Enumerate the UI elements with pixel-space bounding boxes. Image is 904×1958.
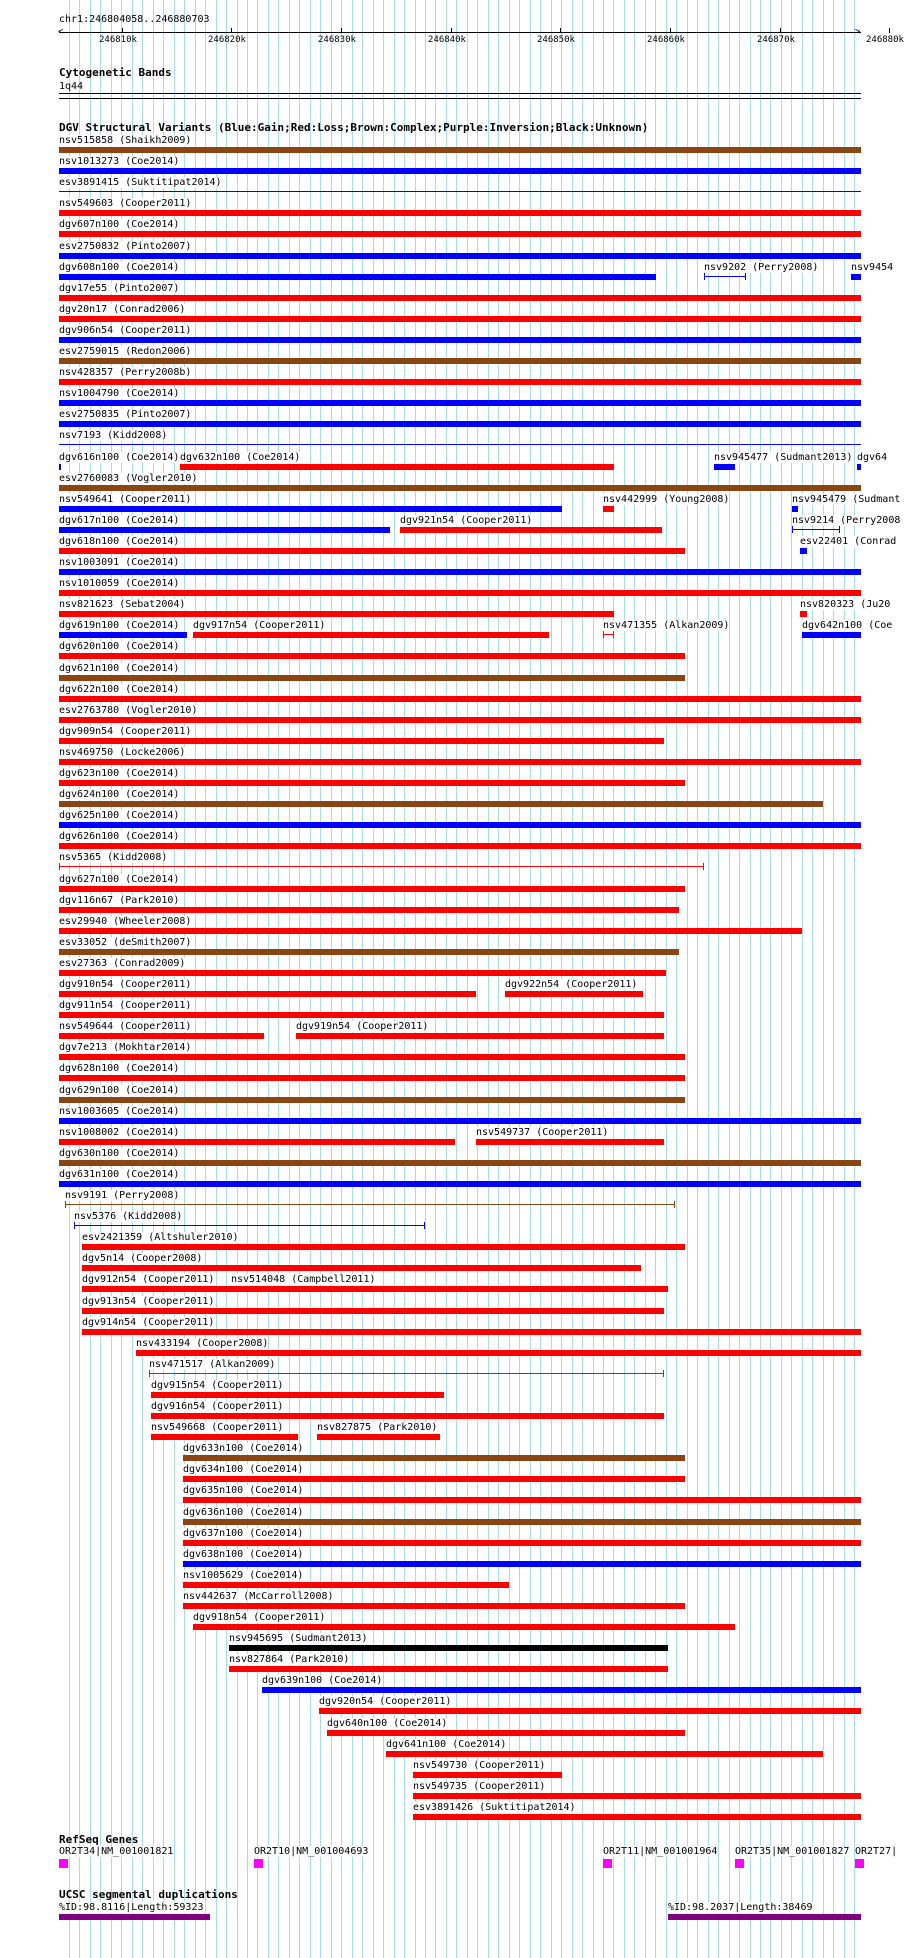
grid-line xyxy=(383,0,384,1958)
variant-label: nsv514048 (Campbell2011) xyxy=(231,1274,376,1285)
grid-line xyxy=(362,0,363,1958)
cytoband-bar-lower xyxy=(59,98,861,99)
variant-label: nsv515858 (Shaikh2009) xyxy=(59,135,192,146)
variant-label: nsv5376 (Kidd2008) xyxy=(74,1211,183,1222)
grid-line xyxy=(404,0,405,1958)
variant-bar xyxy=(59,991,476,997)
variant-bar xyxy=(59,464,61,470)
variant-bar xyxy=(183,1540,861,1546)
grid-line xyxy=(770,0,771,1958)
variant-bar xyxy=(59,1012,664,1018)
grid-line xyxy=(781,0,782,1958)
variant-bar xyxy=(183,1455,685,1461)
variant-bar xyxy=(183,1582,509,1588)
variant-bar xyxy=(59,1139,455,1145)
variant-bar xyxy=(59,970,666,976)
variant-label: nsv1008002 (Coe2014) xyxy=(59,1127,180,1138)
ruler-tick xyxy=(889,28,890,33)
variant-label: esv2763780 (Vogler2010) xyxy=(59,705,198,716)
variant-bar-cap xyxy=(674,1201,675,1208)
variant-label: dgv917n54 (Cooper2011) xyxy=(193,620,326,631)
ruler-tick xyxy=(780,28,781,33)
variant-label: dgv622n100 (Coe2014) xyxy=(59,684,180,695)
grid-line xyxy=(854,0,855,1958)
variant-label: dgv914n54 (Cooper2011) xyxy=(82,1317,215,1328)
variant-bar xyxy=(413,1814,861,1820)
variant-label: nsv9454 xyxy=(851,262,894,273)
variant-bar xyxy=(851,274,861,280)
segdup-label: %ID:98.2037|Length:38469 xyxy=(668,1902,813,1913)
variant-label: dgv7e213 (Mokhtar2014) xyxy=(59,1042,192,1053)
dgv-track-title: DGV Structural Variants (Blue:Gain;Red:Loss;Brown:Complex;Purple:Inversion;Black:Unknown) xyxy=(59,121,649,134)
variant-label: nsv9214 (Perry2008 xyxy=(792,515,901,526)
variant-bar-cap xyxy=(839,526,840,533)
variant-bar-cap xyxy=(613,631,614,638)
variant-label: dgv633n100 (Coe2014) xyxy=(183,1443,304,1454)
variant-bar-cap xyxy=(149,1370,150,1377)
variant-bar xyxy=(59,949,679,955)
variant-label: nsv1005629 (Coe2014) xyxy=(183,1570,304,1581)
variant-label: nsv945695 (Sudmant2013) xyxy=(229,1633,368,1644)
variant-label: esv2750835 (Pinto2007) xyxy=(59,409,192,420)
ruler-tick-label: 246880k xyxy=(866,35,904,45)
grid-line xyxy=(456,0,457,1958)
grid-line xyxy=(645,0,646,1958)
variant-label: dgv921n54 (Cooper2011) xyxy=(400,515,533,526)
variant-label: nsv820323 (Ju20 xyxy=(800,599,891,610)
variant-label: esv33052 (deSmith2007) xyxy=(59,937,192,948)
ruler-tick-label: 246820k xyxy=(208,35,246,45)
grid-line xyxy=(791,0,792,1958)
variant-bar xyxy=(59,1160,861,1166)
variant-label: dgv116n67 (Park2010) xyxy=(59,895,180,906)
variant-bar xyxy=(413,1793,861,1799)
variant-bar xyxy=(59,400,861,406)
variant-label: dgv620n100 (Coe2014) xyxy=(59,641,180,652)
variant-bar xyxy=(59,421,861,427)
variant-bar xyxy=(82,1265,641,1271)
variant-label: nsv433194 (Cooper2008) xyxy=(136,1338,269,1349)
gene-label: OR2T10|NM_001004693 xyxy=(254,1846,369,1857)
variant-bar xyxy=(59,191,861,192)
grid-line xyxy=(477,0,478,1958)
grid-line xyxy=(676,0,677,1958)
variant-label: dgv625n100 (Coe2014) xyxy=(59,810,180,821)
variant-bar xyxy=(180,464,614,470)
variant-bar xyxy=(193,1624,735,1630)
variant-label: nsv9202 (Perry2008) xyxy=(704,262,819,273)
variant-bar-cap xyxy=(704,273,705,280)
variant-label: dgv638n100 (Coe2014) xyxy=(183,1549,304,1560)
variant-label: dgv64 xyxy=(857,452,888,463)
variant-bar xyxy=(59,1075,685,1081)
grid-line xyxy=(352,0,353,1958)
gene-label: OR2T27| xyxy=(855,1846,898,1857)
variant-bar xyxy=(296,1033,664,1039)
variant-bar xyxy=(59,780,685,786)
ruler-tick xyxy=(670,28,671,33)
variant-label: dgv920n54 (Cooper2011) xyxy=(319,1696,452,1707)
grid-line xyxy=(708,0,709,1958)
variant-bar xyxy=(857,464,861,470)
variant-bar xyxy=(82,1329,861,1335)
variant-bar xyxy=(229,1645,668,1651)
variant-bar xyxy=(262,1687,861,1693)
grid-line xyxy=(729,0,730,1958)
grid-line xyxy=(488,0,489,1958)
variant-label: dgv632n100 (Coe2014) xyxy=(180,452,301,463)
variant-label: esv2760083 (Vogler2010) xyxy=(59,473,198,484)
variant-bar xyxy=(59,485,861,491)
cytoband-title: Cytogenetic Bands xyxy=(59,66,172,79)
variant-bar xyxy=(59,1118,861,1124)
ruler-left-arrow-icon: < xyxy=(58,27,64,37)
variant-label: dgv17e55 (Pinto2007) xyxy=(59,283,180,294)
variant-bar xyxy=(800,611,807,617)
variant-bar xyxy=(792,529,840,530)
variant-bar xyxy=(151,1434,298,1440)
variant-label: nsv549668 (Cooper2011) xyxy=(151,1422,284,1433)
variant-label: dgv626n100 (Coe2014) xyxy=(59,831,180,842)
variant-label: dgv628n100 (Coe2014) xyxy=(59,1063,180,1074)
variant-label: esv29940 (Wheeler2008) xyxy=(59,916,192,927)
variant-label: dgv616n100 (Coe2014) xyxy=(59,452,180,463)
variant-bar xyxy=(74,1225,425,1226)
variant-bar-cap xyxy=(74,1222,75,1229)
position-label: chr1:246804058..246880703 xyxy=(59,14,210,25)
variant-bar-cap xyxy=(792,526,793,533)
grid-line xyxy=(750,0,751,1958)
variant-bar xyxy=(59,632,187,638)
variant-bar xyxy=(317,1434,440,1440)
variant-bar xyxy=(59,653,685,659)
variant-bar xyxy=(82,1244,685,1250)
variant-bar xyxy=(59,1181,861,1187)
variant-label: dgv618n100 (Coe2014) xyxy=(59,536,180,547)
gene-feature xyxy=(603,1859,612,1868)
variant-bar xyxy=(59,548,685,554)
variant-bar xyxy=(327,1730,685,1736)
variant-label: nsv442637 (McCarroll2008) xyxy=(183,1591,334,1602)
segdup-label: %ID:98.8116|Length:59323 xyxy=(59,1902,204,1913)
variant-bar xyxy=(59,822,861,828)
variant-label: nsv945477 (Sudmant2013) xyxy=(714,452,853,463)
variant-bar xyxy=(193,632,549,638)
variant-bar xyxy=(400,527,662,533)
variant-bar xyxy=(800,548,807,554)
variant-label: dgv912n54 (Cooper2011) xyxy=(82,1274,215,1285)
variant-label: dgv607n100 (Coe2014) xyxy=(59,219,180,230)
variant-label: dgv915n54 (Cooper2011) xyxy=(151,1380,284,1391)
variant-label: esv2421359 (Altshuler2010) xyxy=(82,1232,239,1243)
grid-line xyxy=(373,0,374,1958)
variant-bar xyxy=(136,1350,861,1356)
gene-feature xyxy=(735,1859,744,1868)
variant-bar xyxy=(59,506,562,512)
variant-label: dgv634n100 (Coe2014) xyxy=(183,1464,304,1475)
variant-label: dgv911n54 (Cooper2011) xyxy=(59,1000,192,1011)
ruler-tick xyxy=(451,28,452,33)
variant-bar xyxy=(714,464,735,470)
grid-line xyxy=(425,0,426,1958)
gene-feature xyxy=(254,1859,263,1868)
variant-bar xyxy=(151,1392,444,1398)
variant-label: esv27363 (Conrad2009) xyxy=(59,958,186,969)
ruler-tick xyxy=(122,28,123,33)
variant-bar xyxy=(231,1286,668,1292)
variant-label: dgv617n100 (Coe2014) xyxy=(59,515,180,526)
ruler-tick xyxy=(231,28,232,33)
segdup-bar xyxy=(668,1914,861,1920)
variant-label: nsv471355 (Alkan2009) xyxy=(603,620,730,631)
grid-line xyxy=(687,0,688,1958)
grid-line xyxy=(435,0,436,1958)
variant-label: esv2759015 (Redon2006) xyxy=(59,346,192,357)
variant-bar xyxy=(59,358,861,364)
variant-bar xyxy=(59,253,861,259)
variant-label: nsv549644 (Cooper2011) xyxy=(59,1021,192,1032)
variant-bar xyxy=(704,276,746,277)
variant-label: dgv631n100 (Coe2014) xyxy=(59,1169,180,1180)
grid-line xyxy=(498,0,499,1958)
variant-label: dgv627n100 (Coe2014) xyxy=(59,874,180,885)
variant-bar xyxy=(59,379,861,385)
variant-label: nsv1013273 (Coe2014) xyxy=(59,156,180,167)
variant-bar xyxy=(59,696,861,702)
grid-line xyxy=(195,0,196,1958)
variant-bar xyxy=(59,907,679,913)
gene-feature xyxy=(59,1859,68,1868)
variant-label: dgv636n100 (Coe2014) xyxy=(183,1507,304,1518)
variant-label: nsv549730 (Cooper2011) xyxy=(413,1760,546,1771)
grid-line xyxy=(718,0,719,1958)
variant-bar xyxy=(59,886,685,892)
ruler-tick-label: 246830k xyxy=(318,35,356,45)
ruler-line xyxy=(59,32,861,33)
variant-bar xyxy=(59,569,861,575)
variant-bar xyxy=(59,866,704,867)
variant-bar xyxy=(59,1097,685,1103)
variant-label: dgv608n100 (Coe2014) xyxy=(59,262,180,273)
variant-label: dgv5n14 (Cooper2008) xyxy=(82,1253,203,1264)
variant-bar xyxy=(59,316,861,322)
variant-label: dgv635n100 (Coe2014) xyxy=(183,1485,304,1496)
variant-label: dgv623n100 (Coe2014) xyxy=(59,768,180,779)
variant-label: dgv621n100 (Coe2014) xyxy=(59,663,180,674)
variant-bar xyxy=(59,675,685,681)
ruler-tick xyxy=(560,28,561,33)
variant-bar xyxy=(386,1751,823,1757)
gene-label: OR2T35|NM_001001827 xyxy=(735,1846,850,1857)
variant-label: esv22401 (Conrad xyxy=(800,536,897,547)
variant-bar xyxy=(59,590,861,596)
grid-line xyxy=(446,0,447,1958)
grid-line xyxy=(655,0,656,1958)
variant-label: dgv641n100 (Coe2014) xyxy=(386,1739,507,1750)
grid-line xyxy=(812,0,813,1958)
variant-bar xyxy=(476,1139,664,1145)
gene-feature xyxy=(855,1859,864,1868)
variant-bar xyxy=(505,991,643,997)
variant-bar-cap xyxy=(663,1370,664,1377)
variant-label: nsv5365 (Kidd2008) xyxy=(59,852,168,863)
variant-label: nsv549735 (Cooper2011) xyxy=(413,1781,546,1792)
variant-label: dgv642n100 (Coe xyxy=(802,620,893,631)
variant-bar xyxy=(59,147,861,153)
variant-bar xyxy=(59,843,861,849)
variant-bar xyxy=(603,506,614,512)
grid-line xyxy=(697,0,698,1958)
variant-label: dgv906n54 (Cooper2011) xyxy=(59,325,192,336)
variant-bar xyxy=(59,801,823,807)
variant-label: dgv913n54 (Cooper2011) xyxy=(82,1296,215,1307)
variant-label: dgv640n100 (Coe2014) xyxy=(327,1718,448,1729)
variant-label: nsv821623 (Sebat2004) xyxy=(59,599,186,610)
ruler-tick-label: 246850k xyxy=(537,35,575,45)
segdup-bar xyxy=(59,1914,210,1920)
grid-line xyxy=(415,0,416,1958)
grid-line xyxy=(205,0,206,1958)
variant-bar xyxy=(59,295,861,301)
ruler-tick-label: 246870k xyxy=(757,35,795,45)
variant-bar xyxy=(229,1666,668,1672)
grid-line xyxy=(467,0,468,1958)
grid-line xyxy=(739,0,740,1958)
variant-bar-cap xyxy=(603,631,604,638)
variant-label: dgv909n54 (Cooper2011) xyxy=(59,726,192,737)
grid-line xyxy=(394,0,395,1958)
variant-label: dgv629n100 (Coe2014) xyxy=(59,1085,180,1096)
variant-label: nsv471517 (Alkan2009) xyxy=(149,1359,276,1370)
variant-bar-cap xyxy=(65,1201,66,1208)
refseq-track-title: RefSeq Genes xyxy=(59,1833,139,1846)
ruler-tick-label: 246810k xyxy=(99,35,137,45)
variant-bar-cap xyxy=(424,1222,425,1229)
grid-line xyxy=(666,0,667,1958)
variant-bar xyxy=(183,1497,861,1503)
variant-bar xyxy=(319,1708,861,1714)
variant-bar xyxy=(183,1603,685,1609)
variant-label: dgv910n54 (Cooper2011) xyxy=(59,979,192,990)
grid-line xyxy=(844,0,845,1958)
grid-line xyxy=(802,0,803,1958)
grid-line xyxy=(760,0,761,1958)
variant-bar xyxy=(183,1519,861,1525)
variant-bar xyxy=(59,210,861,216)
variant-label: nsv428357 (Perry2008b) xyxy=(59,367,192,378)
variant-label: esv3891415 (Suktitipat2014) xyxy=(59,177,222,188)
variant-bar xyxy=(151,1413,664,1419)
variant-bar xyxy=(59,337,861,343)
variant-label: dgv922n54 (Cooper2011) xyxy=(505,979,638,990)
variant-bar xyxy=(59,759,861,765)
variant-bar xyxy=(82,1286,231,1292)
variant-bar xyxy=(65,1204,675,1205)
variant-label: nsv442999 (Young2008) xyxy=(603,494,730,505)
variant-bar xyxy=(59,231,861,237)
ruler-tick-label: 246860k xyxy=(647,35,685,45)
cytoband-bar xyxy=(59,93,861,94)
variant-label: esv3891426 (Suktitipat2014) xyxy=(413,1802,576,1813)
variant-bar xyxy=(59,738,664,744)
variant-bar xyxy=(59,168,861,174)
variant-label: nsv549737 (Cooper2011) xyxy=(476,1127,609,1138)
variant-label: nsv945479 (Sudmant xyxy=(792,494,901,505)
variant-label: nsv7193 (Kidd2008) xyxy=(59,430,168,441)
variant-label: nsv1003605 (Coe2014) xyxy=(59,1106,180,1117)
variant-bar xyxy=(59,444,861,445)
variant-label: nsv549603 (Cooper2011) xyxy=(59,198,192,209)
grid-line xyxy=(833,0,834,1958)
variant-label: nsv827875 (Park2010) xyxy=(317,1422,438,1433)
variant-bar xyxy=(59,527,390,533)
variant-label: dgv916n54 (Cooper2011) xyxy=(151,1401,284,1412)
variant-label: dgv639n100 (Coe2014) xyxy=(262,1675,383,1686)
variant-label: dgv918n54 (Cooper2011) xyxy=(193,1612,326,1623)
variant-bar-cap xyxy=(745,273,746,280)
ruler-right-arrow-icon: > xyxy=(855,27,861,37)
variant-label: nsv1004790 (Coe2014) xyxy=(59,388,180,399)
cytoband-label: 1q44 xyxy=(59,81,84,92)
variant-bar xyxy=(59,611,614,617)
grid-line xyxy=(226,0,227,1958)
variant-bar xyxy=(802,632,861,638)
variant-bar xyxy=(82,1308,664,1314)
variant-bar xyxy=(59,717,861,723)
variant-label: nsv827864 (Park2010) xyxy=(229,1654,350,1665)
variant-bar xyxy=(183,1561,861,1567)
variant-label: nsv9191 (Perry2008) xyxy=(65,1190,180,1201)
variant-bar-cap xyxy=(59,863,60,870)
variant-label: dgv619n100 (Coe2014) xyxy=(59,620,180,631)
variant-label: nsv469750 (Locke2006) xyxy=(59,747,186,758)
variant-label: dgv919n54 (Cooper2011) xyxy=(296,1021,429,1032)
variant-label: dgv20n17 (Conrad2006) xyxy=(59,304,186,315)
variant-label: nsv1010059 (Coe2014) xyxy=(59,578,180,589)
variant-bar xyxy=(59,274,656,280)
grid-line xyxy=(216,0,217,1958)
variant-bar xyxy=(413,1772,562,1778)
variant-label: nsv1003091 (Coe2014) xyxy=(59,557,180,568)
variant-bar-cap xyxy=(703,863,704,870)
variant-label: nsv549641 (Cooper2011) xyxy=(59,494,192,505)
gene-label: OR2T34|NM_001001821 xyxy=(59,1846,174,1857)
variant-bar xyxy=(59,928,802,934)
variant-label: esv2750832 (Pinto2007) xyxy=(59,241,192,252)
variant-bar xyxy=(59,1054,685,1060)
ruler-tick-label: 246840k xyxy=(428,35,466,45)
grid-line xyxy=(823,0,824,1958)
variant-label: dgv630n100 (Coe2014) xyxy=(59,1148,180,1159)
variant-bar xyxy=(792,506,798,512)
segdup-track-title: UCSC segmental duplications xyxy=(59,1888,238,1901)
variant-label: dgv624n100 (Coe2014) xyxy=(59,789,180,800)
variant-bar xyxy=(183,1476,685,1482)
variant-label: dgv637n100 (Coe2014) xyxy=(183,1528,304,1539)
variant-bar xyxy=(59,1033,264,1039)
ruler-tick xyxy=(341,28,342,33)
gene-label: OR2T11|NM_001001964 xyxy=(603,1846,718,1857)
variant-bar xyxy=(149,1373,664,1374)
